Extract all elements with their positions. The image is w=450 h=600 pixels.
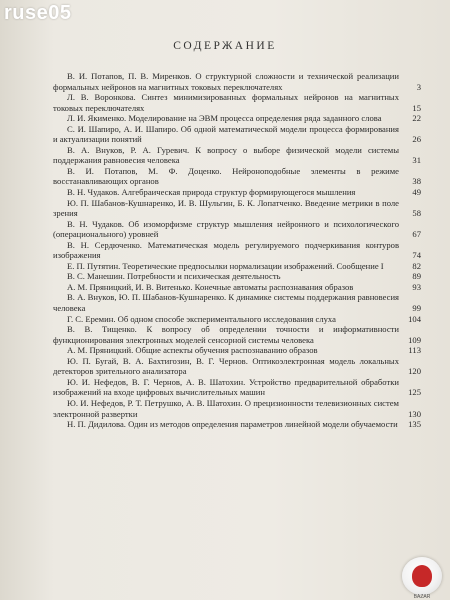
toc-entry-page: 109: [408, 334, 421, 345]
toc-entry: [53, 219, 421, 240]
toc-entry: [53, 314, 421, 325]
toc-entry-page: 135: [408, 419, 421, 430]
toc-entry-text: Ю. П. Шабанов-Кушнаренко, И. В. Шульгин, Б. К. Лопатченко. Введение метрики в поле зрения: [53, 197, 399, 219]
toc-entry-page: 99: [412, 303, 421, 314]
toc-entry: [53, 271, 421, 282]
toc-entry: [53, 240, 421, 261]
toc-entry-text: А. М. Пряницкий. Общие аспекты обучения распознаванию образов: [67, 345, 318, 356]
watermark: ruse05: [4, 2, 72, 24]
toc-entry-page: 22: [412, 113, 421, 124]
toc-entry: [53, 398, 421, 419]
toc-entry: [53, 71, 421, 92]
toc-entry-text: Г. С. Еремин. Об одном способе экспериментального исследования слуха: [67, 313, 336, 324]
page-title: СОДЕРЖАНИЕ: [173, 40, 277, 52]
bazar-logo-label: BAZAR: [413, 594, 431, 600]
toc-entry-page: 3: [416, 81, 421, 92]
toc-entry-text: В. И. Потапов, М. Ф. Доценко. Нейроноподобные элементы в режиме восстанавливающих органов: [53, 165, 399, 187]
toc-entry-text: А. М. Пряницкий, И. В. Витенько. Конечные автоматы распознавания образов: [67, 281, 354, 292]
toc-entry-text: Л. И. Якименко. Моделирование на ЭВМ процесса определения ряда заданного слова: [67, 113, 382, 124]
toc-entry-text: Ю. И. Нефедов, Р. Т. Петрушко, А. В. Шатохин. О прецизионности телевизионных систем электронной развертки: [53, 397, 399, 419]
toc-entry: [53, 292, 421, 313]
toc-entry-text: С. И. Шапиро, А. И. Шапиро. Об одной математической модели процесса формирования и актуализации понятий: [53, 123, 399, 145]
bazar-logo-icon: [402, 557, 442, 595]
toc-entry-text: В. В. Тищенко. К вопросу об определении точности и информативности функционирования электронных моделей сенсорной системы человека: [53, 324, 399, 345]
toc-entry-text: Л. В. Воронкова. Синтез минимизированных формальных нейронов на магнитных токовых переключателях: [53, 92, 399, 113]
toc-entry-page: 15: [412, 102, 421, 113]
toc-entry-page: 113: [408, 345, 421, 356]
toc-entry: [53, 345, 421, 356]
toc-entry-page: 49: [412, 187, 421, 198]
toc-entry-page: 93: [412, 281, 421, 292]
toc-entry-page: 38: [412, 176, 421, 187]
toc-entry-page: 67: [412, 229, 421, 240]
toc-entry-page: 89: [412, 271, 421, 282]
toc-entry: [53, 419, 421, 430]
toc-entry: [53, 92, 421, 113]
toc-entry-text: Е. П. Путятин. Теоретические предпосылки нормализации изображений. Сообщение I: [67, 260, 384, 271]
toc-entry-page: 58: [412, 208, 421, 219]
toc-entry-text: Н. П. Дидилова. Один из методов определения параметров линейной модели обучаемости: [67, 419, 398, 430]
toc-entry: [53, 124, 421, 145]
toc-entry-page: 74: [412, 250, 421, 261]
toc-entry-text: В. Н. Чудаков. Алгебраическая природа структур формирующегося мышления: [67, 187, 356, 198]
toc-entry-text: В. И. Потапов, П. В. Миренков. О структурной сложности и технической реализации формальных нейронов на магнитных токовых переключателях: [53, 71, 399, 92]
table-of-contents: [53, 71, 421, 430]
toc-entry-page: 82: [412, 260, 421, 271]
toc-entry-page: 120: [408, 366, 421, 377]
toc-entry: [53, 324, 421, 345]
toc-entry: [53, 377, 421, 398]
toc-entry: [53, 166, 421, 187]
toc-entry-page: 125: [408, 387, 421, 398]
toc-entry: [53, 282, 421, 293]
toc-entry: [53, 356, 421, 377]
toc-entry-text: В. Н. Чудаков. Об изоморфизме структур мышления нейронного и психологического (операционального) уровней: [53, 218, 399, 240]
toc-entry-page: 31: [412, 155, 421, 166]
toc-entry: [53, 198, 421, 219]
toc-entry-text: В. С. Манешин. Потребности и психическая деятельность: [67, 271, 281, 282]
toc-entry-page: 104: [408, 313, 421, 324]
toc-entry-text: Ю. И. Нефедов, В. Г. Чернов, А. В. Шатохин. Устройство предварительной обработки изображений на входе цифровых вычислительных машин: [53, 376, 399, 398]
toc-entry-page: 130: [408, 408, 421, 419]
toc-entry-text: В. А. Внуков, Р. А. Гуревич. К вопросу о выборе физической модели системы поддержания равновесия человека: [53, 144, 399, 166]
toc-entry-text: Ю. П. Бугай, В. А. Бахтигозин, В. Г. Чернов. Оптикоэлектронная модель локальных детекторов зрительного анализатора: [53, 355, 399, 377]
toc-entry: [53, 187, 421, 198]
toc-entry-text: В. А. Внуков, Ю. П. Шабанов-Кушнаренко. К динамике системы поддержания равновесия человека: [53, 292, 399, 314]
toc-entry-text: В. Н. Сердюченко. Математическая модель регулируемого подчеркивания контуров изображения: [53, 239, 399, 261]
toc-entry-page: 26: [412, 134, 421, 145]
toc-entry: [53, 145, 421, 166]
toc-entry: [53, 113, 421, 124]
toc-entry: [53, 261, 421, 272]
